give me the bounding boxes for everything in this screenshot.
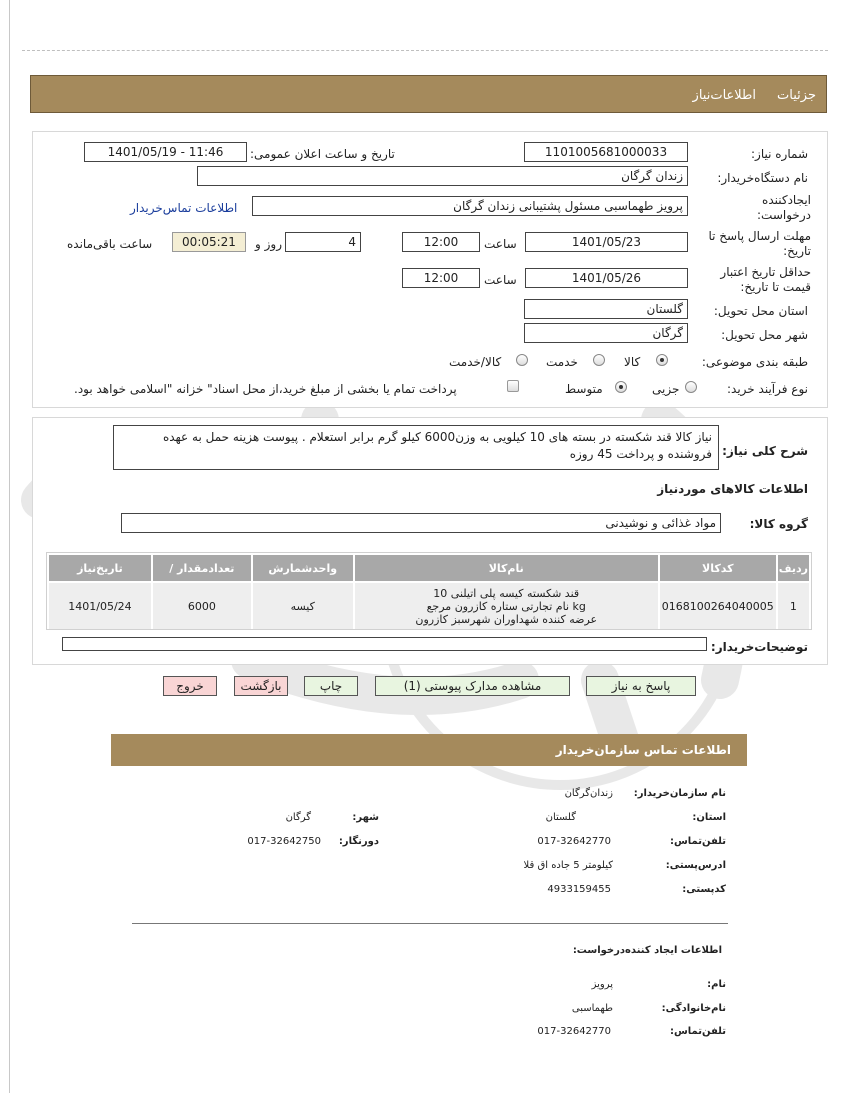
cell-row-number: 1 bbox=[778, 583, 809, 629]
goods-group-label: گروه کالا: bbox=[749, 517, 808, 531]
tab-details[interactable]: جزئیات bbox=[777, 88, 816, 103]
cell-unit: کیسه bbox=[253, 583, 353, 629]
category-option-goods: کالا bbox=[624, 355, 641, 369]
phone-label: تلفن‌تماس: bbox=[669, 836, 726, 847]
column-need-date: تاریخ‌نیاز bbox=[49, 555, 151, 581]
fax-value: 017-32642750 bbox=[247, 836, 321, 847]
org-value: زندان‌گرگان bbox=[564, 788, 613, 799]
address-value: کیلومتر 5 جاده اق قلا bbox=[523, 860, 613, 871]
need-number-label: شماره نیاز: bbox=[751, 147, 808, 161]
need-number-field: 1101005681000033 bbox=[524, 142, 688, 162]
city-field: گرگان bbox=[524, 323, 688, 343]
table-header-row bbox=[49, 555, 809, 581]
city-label: شهر محل تحویل: bbox=[721, 328, 808, 342]
goods-table-frame bbox=[46, 552, 812, 630]
attachments-button[interactable]: مشاهده مدارک پیوستی (1) bbox=[375, 676, 570, 696]
creator-info-title: اطلاعات ایجاد کننده‌درخواست: bbox=[572, 945, 722, 956]
cell-quantity: 6000 bbox=[153, 583, 251, 629]
last-name-label: نام‌خانوادگی: bbox=[661, 1003, 726, 1014]
province-field: گلستان bbox=[524, 299, 688, 319]
category-radio-goods-service[interactable] bbox=[516, 354, 528, 366]
days-label: روز و bbox=[255, 237, 282, 251]
buyer-notes-field bbox=[62, 637, 707, 651]
deadline-time-label: ساعت bbox=[484, 237, 517, 251]
phone-value: 017-32642770 bbox=[537, 836, 611, 847]
column-goods-code: کدکالا bbox=[660, 555, 776, 581]
buyer-contact-link[interactable]: اطلاعات تماس‌خریدار bbox=[130, 201, 238, 215]
contact-header-bar bbox=[111, 734, 747, 766]
category-radio-service[interactable] bbox=[593, 354, 605, 366]
announce-label: تاریخ و ساعت اعلان عمومی: bbox=[250, 147, 395, 161]
contact-province-label: استان: bbox=[692, 812, 726, 823]
treasury-payment-note: پرداخت تمام یا بخشی از مبلغ خرید،از محل اسناد" خزانه "اسلامی خواهد بود. bbox=[74, 382, 457, 396]
process-option-minor: جزیی bbox=[652, 382, 680, 396]
process-radio-medium[interactable] bbox=[615, 381, 627, 393]
validity-time-label: ساعت bbox=[484, 273, 517, 287]
category-option-service: خدمت bbox=[546, 355, 578, 369]
summary-label: شرح کلی نیاز: bbox=[722, 444, 808, 458]
org-label: نام سازمان‌خریدار: bbox=[633, 788, 726, 799]
buyer-org-label: نام دستگاه‌خریدار: bbox=[717, 171, 808, 185]
category-label: طبقه بندی موضوعی: bbox=[701, 355, 808, 369]
summary-text: نیاز کالا قند شکسته در بسته های 10 کیلویی به وزن6000 کیلو گرم برابر استعلام . پیوست هزینه حمل به عهده فروشنده و پرداخت 45 روزه bbox=[113, 425, 719, 470]
address-label: ادرس‌پستی: bbox=[665, 860, 726, 871]
column-unit: واحدشمارش bbox=[253, 555, 353, 581]
last-name-value: طهماسبی bbox=[571, 1003, 613, 1014]
contact-header-title: اطلاعات تماس سازمان‌خریدار bbox=[555, 743, 731, 757]
postal-value: 4933159455 bbox=[547, 884, 611, 895]
deadline-label: مهلت ارسال پاسخ تا تاریخ: bbox=[708, 229, 811, 258]
first-name-value: پرویز bbox=[591, 979, 613, 990]
goods-info-title: اطلاعات کالاهای مورد‌نیاز bbox=[657, 482, 808, 496]
tab-need-info[interactable]: اطلاعات‌نیاز bbox=[692, 88, 756, 103]
column-goods-name: نام‌کالا bbox=[355, 555, 658, 581]
column-quantity: تعدادمقدار / bbox=[153, 555, 251, 581]
creator-label: ایجادکننده درخواست: bbox=[757, 193, 811, 222]
goods-group-field: مواد غذائی و نوشیدنی bbox=[121, 513, 721, 533]
announce-field: 1401/05/19 - 11:46 bbox=[84, 142, 247, 162]
province-label: استان محل تحویل: bbox=[713, 304, 808, 318]
postal-label: کد‌پستی: bbox=[682, 884, 726, 895]
process-radio-minor[interactable] bbox=[685, 381, 697, 393]
contact-city-value: گرگان bbox=[285, 812, 311, 823]
goods-name-line-3: عرضه کننده شهداوران شهرسبز کازرون bbox=[415, 612, 598, 626]
left-border-line bbox=[9, 0, 10, 1093]
creator-field: پرویز طهماسبی مسئول پشتیبانی زندان گرگان bbox=[252, 196, 688, 216]
category-radio-goods[interactable] bbox=[656, 354, 668, 366]
creator-phone-label: تلفن‌تماس: bbox=[669, 1026, 726, 1037]
back-button[interactable]: بازگشت bbox=[234, 676, 288, 696]
deadline-time-field: 12:00 bbox=[402, 232, 480, 252]
cell-goods-code: 0168100264040005 bbox=[660, 583, 776, 629]
exit-button[interactable]: خروج bbox=[163, 676, 217, 696]
contact-province-value: گلستان bbox=[545, 812, 576, 823]
print-button[interactable]: چاپ bbox=[304, 676, 358, 696]
goods-name-line-2: kg نام تجارتی ستاره کازرون مرجع bbox=[426, 599, 586, 613]
first-name-label: نام: bbox=[707, 979, 726, 990]
days-field: 4 bbox=[285, 232, 361, 252]
goods-table bbox=[47, 553, 811, 631]
contact-city-label: شهر: bbox=[352, 812, 379, 823]
treasury-payment-checkbox[interactable] bbox=[507, 380, 519, 392]
cell-need-date: 1401/05/24 bbox=[49, 583, 151, 629]
creator-phone-value: 017-32642770 bbox=[537, 1026, 611, 1037]
process-option-medium: متوسط bbox=[565, 382, 603, 396]
reply-button[interactable]: پاسخ به نیاز bbox=[586, 676, 696, 696]
column-row-number: ردیف bbox=[778, 555, 809, 581]
buyer-org-field: زندان گرگان bbox=[197, 166, 688, 186]
validity-time-field: 12:00 bbox=[402, 268, 480, 288]
goods-name-line-1: قند شکسته کیسه پلی اتیلنی 10 bbox=[433, 586, 580, 600]
remaining-time-field: 00:05:21 bbox=[172, 232, 246, 252]
category-option-goods-service: کالا/خدمت bbox=[449, 355, 502, 369]
process-label: نوع فرآیند خرید: bbox=[727, 382, 808, 396]
fax-label: دورنگار: bbox=[338, 836, 379, 847]
validity-date-field: 1401/05/26 bbox=[525, 268, 688, 288]
header-bar bbox=[30, 75, 827, 113]
remaining-time-label: ساعت باقی‌مانده bbox=[67, 237, 153, 251]
buyer-notes-label: توضیحات‌خریدار: bbox=[710, 640, 808, 654]
validity-label: حداقل تاریخ اعتبار قیمت تا تاریخ: bbox=[720, 265, 811, 294]
top-dashed-divider bbox=[22, 50, 828, 51]
cell-goods-name bbox=[355, 583, 658, 629]
table-row bbox=[49, 583, 809, 629]
deadline-date-field: 1401/05/23 bbox=[525, 232, 688, 252]
contact-separator bbox=[132, 923, 728, 924]
